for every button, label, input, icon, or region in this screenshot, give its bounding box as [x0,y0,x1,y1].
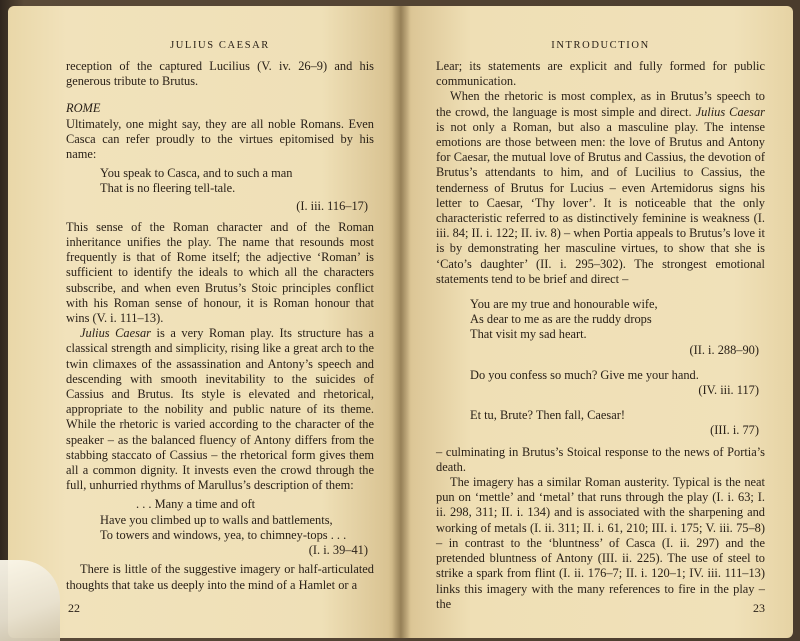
right-page [400,6,793,638]
left-paragraph-sense: This sense of the Roman character and of the Roman inheritance unifies the play. The name that resounds most frequently is that of Rome itself; the adjective ‘Roman’ is sufficient to identify the ideals to which all the characters subscribe, and when even Brutus’s Stoic principles conflict with his Roman sense of honour, it is Roman honour that wins (V. i. 111–13). [66,219,374,326]
right-paragraph-culminating: – culminating in Brutus’s Stoical response to the news of Portia’s death. [436,444,765,474]
verse-reference: (I. i. 39–41) [308,543,368,558]
verse-line: Et tu, Brute? Then fall, Caesar! [470,408,625,423]
rhetoric-text-start: When the rhetoric is most complex, as in Brutus’s speech to the crowd, the language is most simple and direct. [436,89,765,119]
left-paragraph-bottom: There is little of the suggestive imagery or half-articulated thoughts that take us deeply into the mind of a Hamlet or a [66,562,374,592]
rhetoric-text-rest: is not only a Roman, but also a masculine play. The intense emotions are those between men: the love of Brutus and Antony for Caesar, the mutual love of Brutus and Cassius, the devotion of Brutus’s attendants to him, and of Lucilius to Cassius, the tenderness of Brutus for Lucius – even Artemidorus signs his letter to Caesar, ‘Thy lover’. It is noticeable that the only characteristic referred to as distinctively feminine is weakness (I. iii. 84; II. i. 122; II. iv. 8) – when Portia appeals to Brutus’s love it is by demonstrating her masculine virtues, to show that she is ‘Cato’s daughter’ (II. i. 295–302). The strongest emotional statements tend to be brief and direct – [436,119,765,286]
page-number-left: 22 [68,601,80,615]
left-paragraph-top: reception of the captured Lucilius (V. iv. 26–9) and his generous tribute to Brutus. [66,59,374,89]
right-paragraph-rhetoric [436,89,765,287]
page-number-right: 23 [753,601,765,615]
verse-reference: (II. i. 288–90) [689,342,759,357]
play-title: Julius Caesar [80,326,151,341]
verse-line: To towers and windows, yea, to chimney-tops . . . [100,527,347,542]
verse-reference: (I. iii. 116–17) [296,198,368,213]
verse-line: That is no fleering tell-tale. [100,181,236,196]
left-paragraph-jc-text: is a very Roman play. Its structure has a classical strength and simplicity, rising like a great arch to the twin climaxes of the assassination and Antony’s speech and descending with smooth inevitability to the suicides of Cassius and Brutus. Its style is elevated and rhetorical, appropriate to the nobility and public nature of its theme. While the rhetoric is varied according to the character of the speaker – as the balanced fluency of Antony differs from the stabbing staccato of Cassius – the rhetorical form gives them all a common dignity. It invests even the crowd through the full, unhurried rhythms of Marullus’s description of them: [66,326,374,493]
running-head-right: INTRODUCTION [551,40,650,51]
open-book [8,6,793,638]
verse-line: You speak to Casca, and to such a man [100,166,293,181]
left-paragraph-rome: Ultimately, one might say, they are all noble Romans. Even Casca can refer proudly to the virtues epitomised by his name: [66,116,374,162]
running-head-left: JULIUS CAESAR [170,40,270,51]
gutter-shadow [392,6,410,638]
verse-reference: (III. i. 77) [710,423,759,438]
left-page [8,6,400,638]
verse-line: That visit my sad heart. [470,327,587,342]
right-paragraph-top: Lear; its statements are explicit and fully formed for public communication. [436,59,765,89]
verse-line: You are my true and honourable wife, [470,297,658,312]
section-heading-rome: ROME [66,101,101,116]
verse-line: As dear to me as are the ruddy drops [470,312,652,327]
right-paragraph-imagery: The imagery has a similar Roman austerity. Typical is the neat pun on ‘mettle’ and ‘metal’ that runs through the play (I. i. 63; I. ii. 298, 311; II. i. 134) and is associated with the sharpening and working of metals (I. ii. 311; II. i. 61, 210; III. i. 175; V. iii. 75–8) – in contrast to the ‘bluntness’ of Casca (I. ii. 297) and the pretended bluntness of Antony (III. ii. 225). The use of steel to strike a spark from flint (I. ii. 176–7; II. i. 120–1; IV. iii. 111–13) links this imagery with the many references to fire in the play – the [436,475,765,611]
verse-reference: (IV. iii. 117) [698,383,759,398]
left-paragraph-jc [66,326,374,493]
verse-line: Do you confess so much? Give me your hand. [470,367,699,382]
verse-line: Have you climbed up to walls and battlements, [100,512,333,527]
play-title: Julius Caesar [695,104,765,119]
verse-line: . . . Many a time and oft [136,497,256,512]
